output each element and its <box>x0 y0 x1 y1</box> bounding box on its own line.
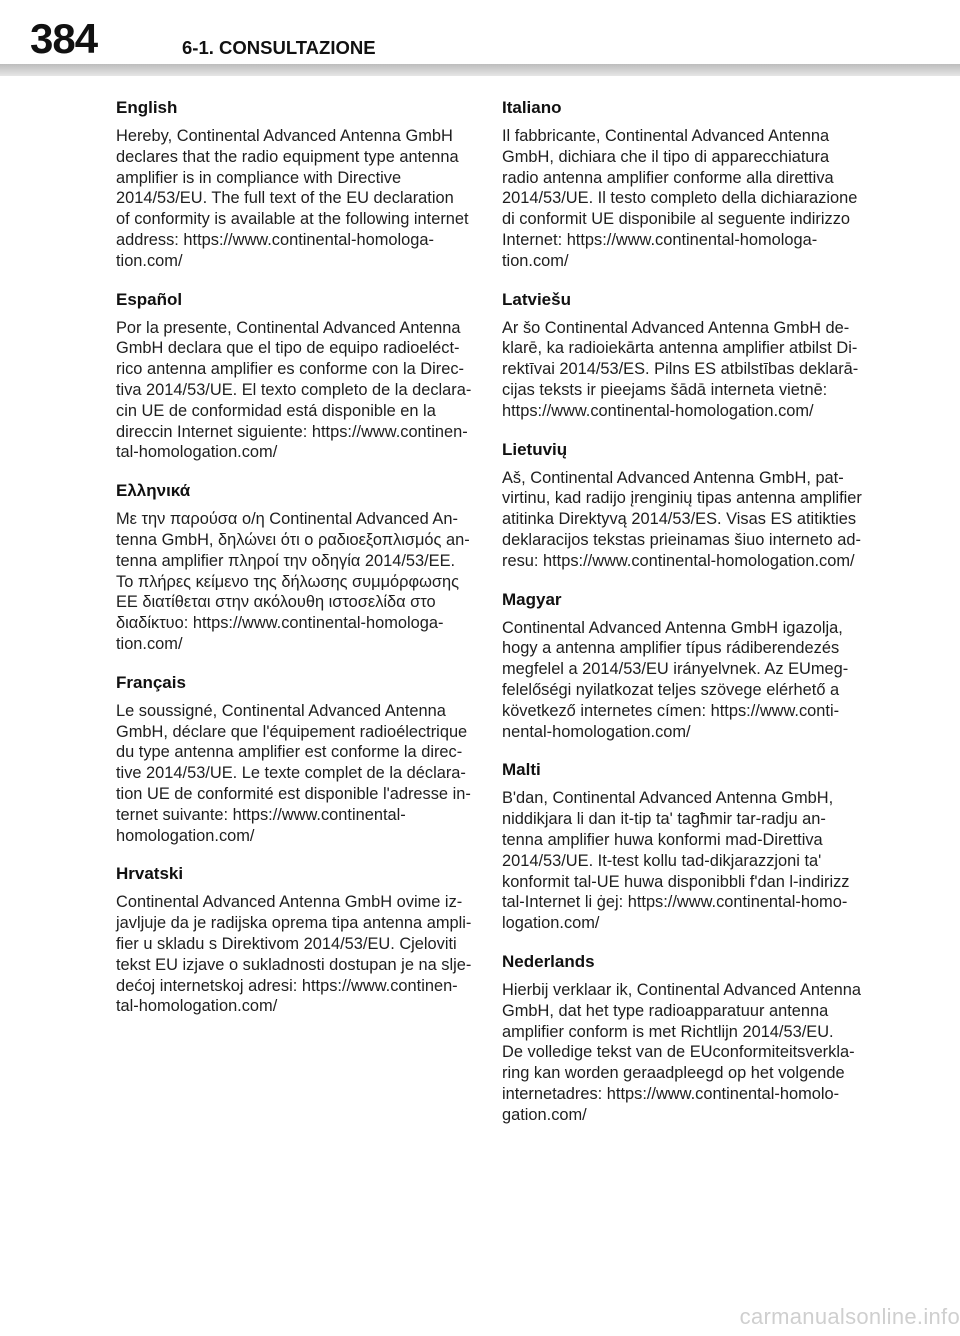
section-heading: Français <box>116 672 186 692</box>
text-line: felelőségi nyilatkozat teljes szövege elérhető a <box>502 680 840 699</box>
section-paragraph <box>502 618 850 743</box>
text-line: 2014/53/UE. Il testo completo della dichiarazione <box>502 189 858 208</box>
text-line: ring kan worden geraadpleegd op het volgende <box>502 1064 845 1083</box>
text-line: gation.com/ <box>502 1105 587 1124</box>
text-line: homologation.com/ <box>116 826 255 845</box>
text-line: tal-homologation.com/ <box>116 443 278 462</box>
text-line: klarē, ka radioiekārta antenna amplifier atbilst Di- <box>502 339 858 358</box>
section-heading: Lietuvių <box>502 439 568 459</box>
section-heading: Ελληνικά <box>116 481 191 501</box>
header-rule <box>0 64 960 76</box>
text-line: tal-Internet li ġej: https://www.continental-homo- <box>502 893 848 912</box>
text-line: of conformity is available at the following internet <box>116 210 469 229</box>
text-line: tekst EU izjave o sukladnosti dostupan je na slje- <box>116 955 472 974</box>
text-line: niddikjara li dan it-tip ta' tagħmir tar-radju an- <box>502 810 826 829</box>
text-line: internetadres: https://www.continental-homolo- <box>502 1084 840 1103</box>
text-line: Le soussigné, Continental Advanced Antenna <box>116 701 446 720</box>
text-line: du type antenna amplifier est conforme la direc- <box>116 743 463 762</box>
text-line: rektīvai 2014/53/ES. Pilns ES atbilstības deklarā- <box>502 360 859 379</box>
text-line: fier u skladu s Direktivom 2014/53/EU. Cjeloviti <box>116 934 457 953</box>
section-heading: Malti <box>502 760 541 780</box>
text-line: Το πλήρες κείμενο της δήλωσης συμμόρφωσης <box>116 572 460 591</box>
language-section <box>502 950 861 1126</box>
text-line: De volledige tekst van de EUconformiteitsverkla- <box>502 1043 855 1062</box>
text-line: virtinu, kad radijo įrenginių tipas antenna amplifier <box>502 489 862 508</box>
text-line: B'dan, Continental Advanced Antenna GmbH, <box>502 789 834 808</box>
text-line: tion.com/ <box>116 251 183 270</box>
language-section <box>502 288 859 422</box>
section-heading: Hrvatski <box>116 864 184 884</box>
language-section <box>502 96 858 272</box>
language-section <box>502 588 850 743</box>
text-line: Internet: https://www.continental-homologa- <box>502 230 818 249</box>
section-paragraph <box>502 318 859 422</box>
text-line: konformit tal-UE huwa disponibbli f'dan l-indirizz <box>502 872 850 891</box>
section-paragraph <box>502 788 850 934</box>
section-paragraph <box>116 509 470 655</box>
text-line: di conformit UE disponibile al seguente indirizzo <box>502 210 851 229</box>
text-line: address: https://www.continental-homologa- <box>116 230 434 249</box>
text-line: GmbH declara que el tipo de equipo radioeléct- <box>116 339 460 358</box>
language-section <box>116 96 469 272</box>
text-line: Continental Advanced Antenna GmbH ovime iz- <box>116 893 463 912</box>
text-line: direccin Internet siguiente: https://www.continen- <box>116 422 468 441</box>
text-line: Με την παρούσα ο/η Continental Advanced An- <box>116 510 458 529</box>
text-line: tion UE de conformité est disponible l'adresse in- <box>116 784 471 803</box>
text-line: ΕΕ διατίθεται στην ακόλουθη ιστοσελίδα στο <box>116 593 436 612</box>
text-line: cin UE de conformidad está disponible en la <box>116 401 436 420</box>
section-paragraph <box>116 126 469 272</box>
text-line: GmbH, dichiara che il tipo di apparecchiatura <box>502 147 830 166</box>
page-header <box>0 0 960 84</box>
text-line: következő internetes címen: https://www.conti- <box>502 701 840 720</box>
section-paragraph <box>116 318 472 464</box>
section-heading: English <box>116 98 178 117</box>
text-line: GmbH, dat het type radioapparatuur antenna <box>502 1001 829 1020</box>
text-line: javljuje da je radijska oprema tipa antenna ampli- <box>116 914 472 933</box>
text-line: Hereby, Continental Advanced Antenna GmbH <box>116 127 453 145</box>
text-line: atitinka Direktyvą 2014/53/ES. Visas ES atitikties <box>502 510 857 529</box>
text-line: tal-homologation.com/ <box>116 997 278 1016</box>
section-heading: Italiano <box>502 98 562 117</box>
text-line: Il fabbricante, Continental Advanced Antenna <box>502 127 830 145</box>
section-paragraph <box>502 468 862 572</box>
section-paragraph <box>502 980 861 1126</box>
text-line: ternet suivante: https://www.continental- <box>116 805 406 824</box>
section-paragraph <box>116 892 472 1017</box>
watermark: carmanualsonline.info <box>739 1304 960 1329</box>
text-line: Ar šo Continental Advanced Antenna GmbH de- <box>502 318 850 337</box>
text-line: amplifier is in compliance with Directive <box>116 168 402 187</box>
text-line: megfelel a 2014/53/EU irányelvnek. Az EUmeg- <box>502 660 849 679</box>
text-line: radio antenna amplifier conforme alla direttiva <box>502 168 834 187</box>
text-line: tenna GmbH, δηλώνει ότι ο ραδιοεξοπλισμός an- <box>116 530 470 549</box>
text-line: 2014/53/UE. It-test kollu tad-dikjarazzjoni ta' <box>502 851 822 870</box>
section-heading: Latviešu <box>502 289 571 309</box>
text-line: Por la presente, Continental Advanced Antenna <box>116 318 461 337</box>
language-section <box>116 479 470 655</box>
text-line: resu: https://www.continental-homologation.com/ <box>502 551 855 570</box>
language-section <box>116 671 471 847</box>
text-line: logation.com/ <box>502 914 600 933</box>
section-heading: Nederlands <box>502 951 595 971</box>
text-line: tive 2014/53/UE. Le texte complet de la déclara- <box>116 764 466 783</box>
text-line: tion.com/ <box>502 251 569 270</box>
text-line: Aš, Continental Advanced Antenna GmbH, pat- <box>502 468 844 487</box>
text-line: tiva 2014/53/UE. El texto completo de la declara- <box>116 380 472 399</box>
language-section <box>116 288 472 464</box>
text-line: cijas teksts ir pieejams šādā interneta vietnē: <box>502 380 828 399</box>
right-column <box>502 96 862 1141</box>
text-line: deklaracijos tekstas prieinamas šiuo interneto ad- <box>502 530 861 549</box>
page-number: 384 <box>30 15 98 62</box>
text-line: 2014/53/EU. The full text of the EU declaration <box>116 189 454 208</box>
text-line: διαδίκτυο: https://www.continental-homologa- <box>116 614 444 633</box>
text-line: Hierbij verklaar ik, Continental Advanced Antenna <box>502 980 861 999</box>
chapter-title: 6-1. CONSULTAZIONE <box>182 37 376 58</box>
section-paragraph <box>116 701 471 847</box>
text-line: Continental Advanced Antenna GmbH igazolja, <box>502 618 843 637</box>
text-line: dećoj internetskoj adresi: https://www.continen- <box>116 976 458 995</box>
left-column <box>116 96 472 1033</box>
text-line: GmbH, déclare que l'équipement radioélectrique <box>116 722 468 741</box>
text-line: nental-homologation.com/ <box>502 722 691 741</box>
section-paragraph <box>502 126 858 272</box>
text-line: rico antenna amplifier es conforme con la Direc- <box>116 360 464 379</box>
language-section <box>502 438 862 572</box>
text-line: tion.com/ <box>116 634 183 653</box>
text-line: tenna amplifier πληροί την οδηγία 2014/53/ΕΕ. <box>116 551 456 570</box>
section-heading: Magyar <box>502 589 562 609</box>
text-line: https://www.continental-homologation.com/ <box>502 401 814 420</box>
text-line: tenna amplifier huwa konformi mad-Direttiva <box>502 830 823 849</box>
language-section <box>502 758 850 934</box>
text-line: amplifier conform is met Richtlijn 2014/53/EU. <box>502 1022 834 1041</box>
text-line: declares that the radio equipment type antenna <box>116 147 459 166</box>
text-line: hogy a antenna amplifier típus rádiberendezés <box>502 639 840 658</box>
section-heading: Español <box>116 289 183 309</box>
language-section <box>116 862 472 1017</box>
